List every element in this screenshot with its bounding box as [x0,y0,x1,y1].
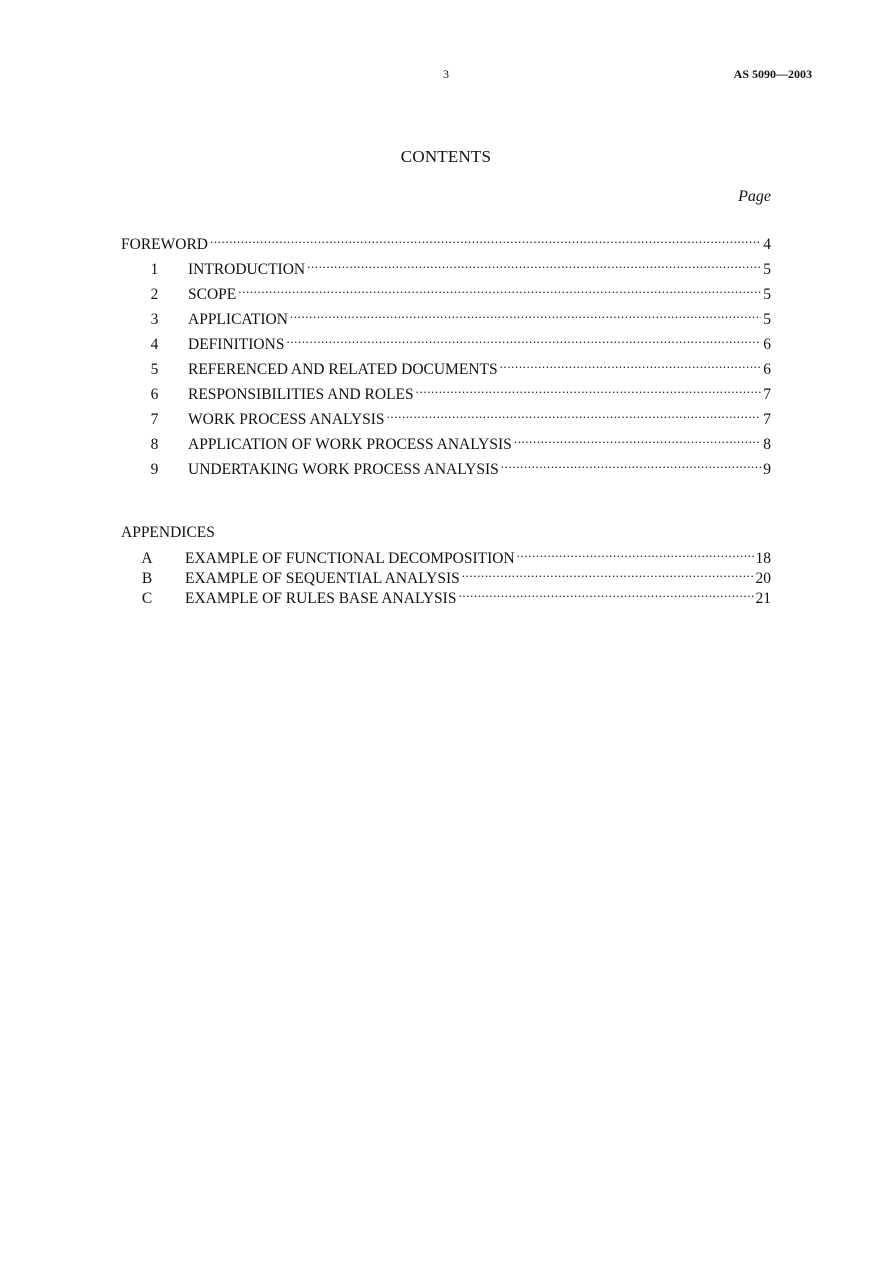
toc-entry-section[interactable] [121,404,771,428]
toc-entry-section[interactable] [121,429,771,453]
toc-entry-label: FOREWORD [121,236,208,253]
toc-entry-label: UNDERTAKING WORK PROCESS ANALYSIS [188,461,499,478]
toc-entry-section[interactable] [121,454,771,478]
toc-entry-appendix[interactable] [121,563,771,587]
toc-entry-label: APPLICATION [188,311,288,328]
dot-leader [500,354,762,374]
section-number: 6 [150,386,159,403]
toc-entry-page: 7 [763,386,771,403]
dot-leader [238,279,761,299]
section-number: 5 [150,361,159,378]
appendices-heading: APPENDICES [121,524,215,541]
toc-entry-label: WORK PROCESS ANALYSIS [188,411,385,428]
contents-title: CONTENTS [400,147,492,166]
section-number: 1 [150,261,159,278]
section-number: 9 [150,461,159,478]
toc-entry-page: 4 [763,236,771,253]
toc-entry-page: 18 [755,550,771,567]
toc-entry-page: 6 [763,361,771,378]
dot-leader [501,454,761,474]
dot-leader [286,329,761,349]
dot-leader [290,304,761,324]
dot-leader [416,379,762,399]
toc-entry-page: 5 [763,311,771,328]
appendix-letter: A [141,550,153,567]
toc-entry-label: DEFINITIONS [188,336,285,353]
toc-entry-page: 9 [763,461,771,478]
appendix-letter: C [141,590,153,607]
dot-leader [387,404,762,424]
dot-leader [514,429,762,449]
toc-entry-page: 8 [763,436,771,453]
toc-entry-appendix[interactable] [121,543,771,567]
page-number: 3 [443,67,449,81]
appendix-letter: B [141,570,153,587]
toc-entry-label: REFERENCED AND RELATED DOCUMENTS [188,361,498,378]
toc-entry-section[interactable] [121,379,771,403]
toc-entry-section[interactable] [121,279,771,303]
toc-entry-page: 5 [763,261,771,278]
toc-entry-page: 6 [763,336,771,353]
section-number: 7 [150,411,159,428]
page-column-label: Page [738,188,771,205]
toc-entry-page: 21 [755,590,771,607]
toc-entry-section[interactable] [121,354,771,378]
standard-reference: AS 5090—2003 [733,67,812,81]
dot-leader [517,543,754,563]
toc-entry-label: SCOPE [188,286,237,303]
toc-entry-label: RESPONSIBILITIES AND ROLES [188,386,414,403]
toc-entry-section[interactable] [121,304,771,328]
toc-entry-section[interactable] [121,254,771,278]
toc-entry-page: 7 [763,411,771,428]
toc-entry-page: 20 [755,570,771,587]
toc-entry-label: EXAMPLE OF RULES BASE ANALYSIS [185,590,457,607]
toc-entry-label: INTRODUCTION [188,261,306,278]
toc-entry-label: EXAMPLE OF SEQUENTIAL ANALYSIS [185,570,460,587]
toc-entry-label: APPLICATION OF WORK PROCESS ANALYSIS [188,436,512,453]
toc-entry-label: EXAMPLE OF FUNCTIONAL DECOMPOSITION [185,550,515,567]
section-number: 2 [150,286,159,303]
dot-leader [210,229,761,249]
toc-entry-page: 5 [763,286,771,303]
section-number: 8 [150,436,159,453]
section-number: 3 [150,311,159,328]
dot-leader [307,254,761,274]
toc-entry-appendix[interactable] [121,583,771,607]
dot-leader [462,563,754,583]
section-number: 4 [150,336,159,353]
dot-leader [458,583,753,603]
toc-entry-section[interactable] [121,329,771,353]
toc-entry-foreword[interactable] [121,229,771,253]
